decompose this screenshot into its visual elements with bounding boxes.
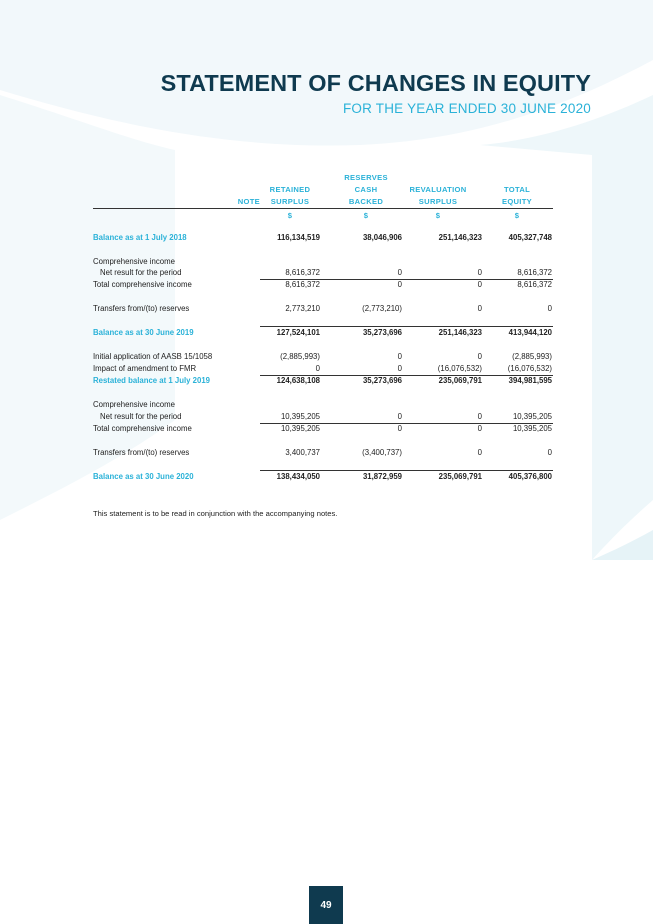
table-row	[93, 363, 553, 375]
table-row	[93, 375, 553, 387]
cell-total: (2,885,993)	[512, 352, 552, 361]
cell-retained: 10,395,205	[280, 412, 320, 421]
cell-cash: 31,872,959	[362, 472, 402, 481]
cell-retained: 116,134,519	[277, 233, 320, 242]
cell-cash: 0	[397, 364, 402, 373]
header-retained-1: RETAINED	[269, 185, 311, 194]
header-total-1: TOTAL	[503, 185, 531, 194]
cell-cash: 0	[397, 352, 402, 361]
cell-total: 405,327,748	[508, 233, 552, 242]
cell-total: 394,981,595	[508, 376, 552, 385]
cell-cash: (2,773,210)	[362, 304, 402, 313]
table-row	[93, 351, 553, 363]
cell-revaluation: 0	[477, 424, 482, 433]
page-title: STATEMENT OF CHANGES IN EQUITY	[160, 70, 591, 96]
row-label: Net result for the period	[100, 268, 182, 277]
cell-retained: 3,400,737	[285, 448, 320, 457]
table-row	[93, 411, 553, 423]
header-rule	[93, 208, 553, 209]
page-number: 49	[309, 886, 343, 924]
row-label: Restated balance at 1 July 2019	[93, 376, 211, 385]
cell-revaluation: 0	[477, 268, 482, 277]
cell-retained: (2,885,993)	[280, 352, 320, 361]
cell-cash: 0	[397, 424, 402, 433]
currency-cash: $	[363, 211, 369, 220]
table-row	[93, 399, 553, 411]
page-subtitle: FOR THE YEAR ENDED 30 JUNE 2020	[342, 101, 591, 116]
cell-total: 405,376,800	[508, 472, 552, 481]
cell-revaluation: (16,076,532)	[437, 364, 482, 373]
cell-cash: 0	[397, 280, 402, 289]
cell-retained: 8,616,372	[285, 280, 320, 289]
cell-retained: 124,638,108	[276, 376, 320, 385]
currency-revaluation: $	[435, 211, 441, 220]
equity-statement-table	[93, 172, 553, 481]
cell-total: 8,616,372	[517, 280, 552, 289]
row-label: Net result for the period	[100, 412, 182, 421]
row-label: Transfers from/(to) reserves	[93, 448, 190, 457]
row-label: Total comprehensive income	[93, 424, 192, 433]
table-row	[93, 471, 553, 483]
cell-cash: (3,400,737)	[362, 448, 402, 457]
row-label: Transfers from/(to) reserves	[93, 304, 190, 313]
row-label: Total comprehensive income	[93, 280, 192, 289]
cell-revaluation: 0	[477, 280, 482, 289]
table-row	[93, 267, 553, 279]
cell-cash: 0	[397, 268, 402, 277]
currency-retained: $	[287, 211, 293, 220]
cell-revaluation: 235,069,791	[438, 472, 482, 481]
cell-total: 10,395,205	[512, 424, 552, 433]
cell-cash: 35,273,696	[362, 376, 402, 385]
cell-retained: 8,616,372	[285, 268, 320, 277]
cell-revaluation: 0	[477, 448, 482, 457]
cell-revaluation: 0	[477, 304, 482, 313]
cell-cash: 38,046,906	[362, 233, 402, 242]
header-cash-2: BACKED	[348, 197, 384, 206]
cell-retained: 0	[315, 364, 320, 373]
header-cash-1: CASH	[354, 185, 378, 194]
cell-revaluation: 251,146,323	[438, 328, 482, 337]
cell-total: 10,395,205	[512, 412, 552, 421]
table-row	[93, 447, 553, 459]
footnote: This statement is to be read in conjunction with the accompanying notes.	[93, 509, 338, 518]
header-reserves: RESERVES	[344, 173, 388, 182]
row-label: Comprehensive income	[93, 257, 175, 266]
row-label: Balance as at 30 June 2020	[93, 472, 194, 481]
cell-retained: 10,395,205	[280, 424, 320, 433]
table-row	[93, 279, 553, 291]
header-revaluation-1: REVALUATION	[409, 185, 467, 194]
table-row	[93, 423, 553, 435]
currency-total: $	[514, 211, 520, 220]
cell-total: 0	[547, 448, 552, 457]
table-row	[93, 232, 553, 244]
cell-total: 8,616,372	[517, 268, 552, 277]
row-label: Balance as at 1 July 2018	[93, 233, 187, 242]
header-total-2: EQUITY	[501, 197, 533, 206]
cell-revaluation: 0	[477, 352, 482, 361]
table-row	[93, 327, 553, 339]
row-label: Initial application of AASB 15/1058	[93, 352, 213, 361]
cell-cash: 0	[397, 412, 402, 421]
row-label: Impact of amendment to FMR	[93, 364, 197, 373]
cell-total: 0	[547, 304, 552, 313]
cell-revaluation: 235,069,791	[438, 376, 482, 385]
cell-revaluation: 0	[477, 412, 482, 421]
header-note: NOTE	[237, 197, 260, 206]
header-revaluation-2: SURPLUS	[418, 197, 458, 206]
cell-retained: 2,773,210	[285, 304, 320, 313]
cell-revaluation: 251,146,323	[438, 233, 482, 242]
row-label: Comprehensive income	[93, 400, 175, 409]
cell-retained: 138,434,050	[276, 472, 320, 481]
table-row	[93, 303, 553, 315]
header-retained-2: SURPLUS	[270, 197, 310, 206]
cell-cash: 35,273,696	[362, 328, 402, 337]
cell-total: (16,076,532)	[507, 364, 552, 373]
cell-retained: 127,524,101	[276, 328, 320, 337]
row-label: Balance as at 30 June 2019	[93, 328, 194, 337]
cell-total: 413,944,120	[508, 328, 552, 337]
